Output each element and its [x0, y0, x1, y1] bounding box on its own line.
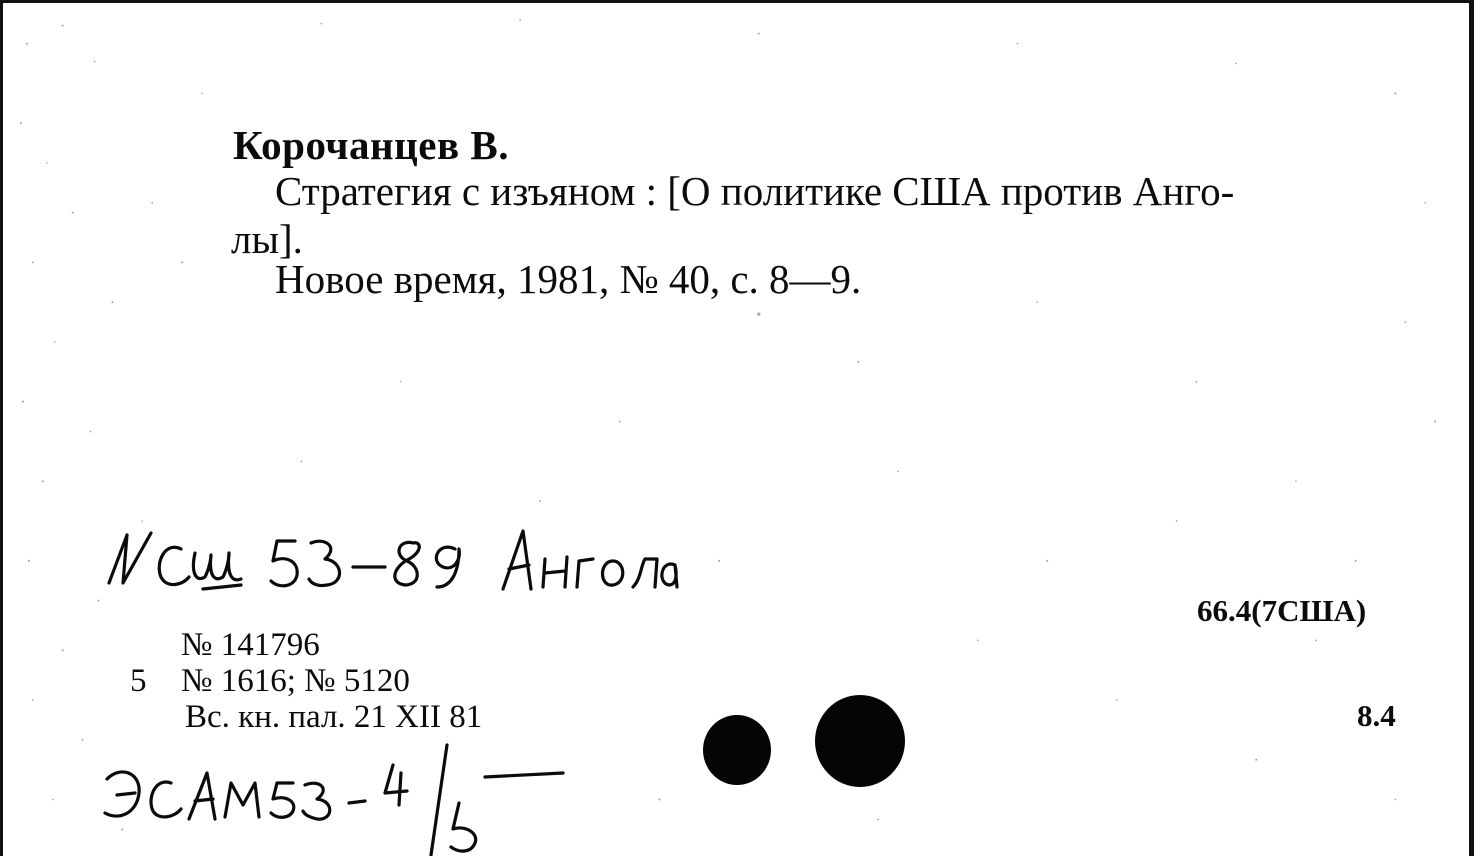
card-title-line1: Стратегия с изъяном : [О политике США против Анго- [275, 168, 1235, 214]
author-sign: 8.4 [1357, 698, 1396, 733]
classification-index: 66.4(7США) [1197, 593, 1367, 628]
inventory-count: 5 [130, 663, 147, 699]
inventory-numbers-line: № 1616; № 5120 [181, 663, 410, 699]
handwritten-shelf-mark-bottom [95, 743, 575, 856]
handwritten-shelf-mark-top [99, 513, 679, 613]
card-title-line2: лы]. [231, 216, 303, 262]
card-source: Новое время, 1981, № 40, с. 8—9. [275, 256, 862, 302]
inventory-number-line: № 141796 [181, 627, 320, 663]
acquisition-line: Вс. кн. пал. 21 XII 81 [185, 699, 483, 735]
card-author: Корочанцев В. [233, 122, 509, 168]
punch-hole-left [703, 715, 771, 785]
punch-hole-right [815, 695, 905, 787]
